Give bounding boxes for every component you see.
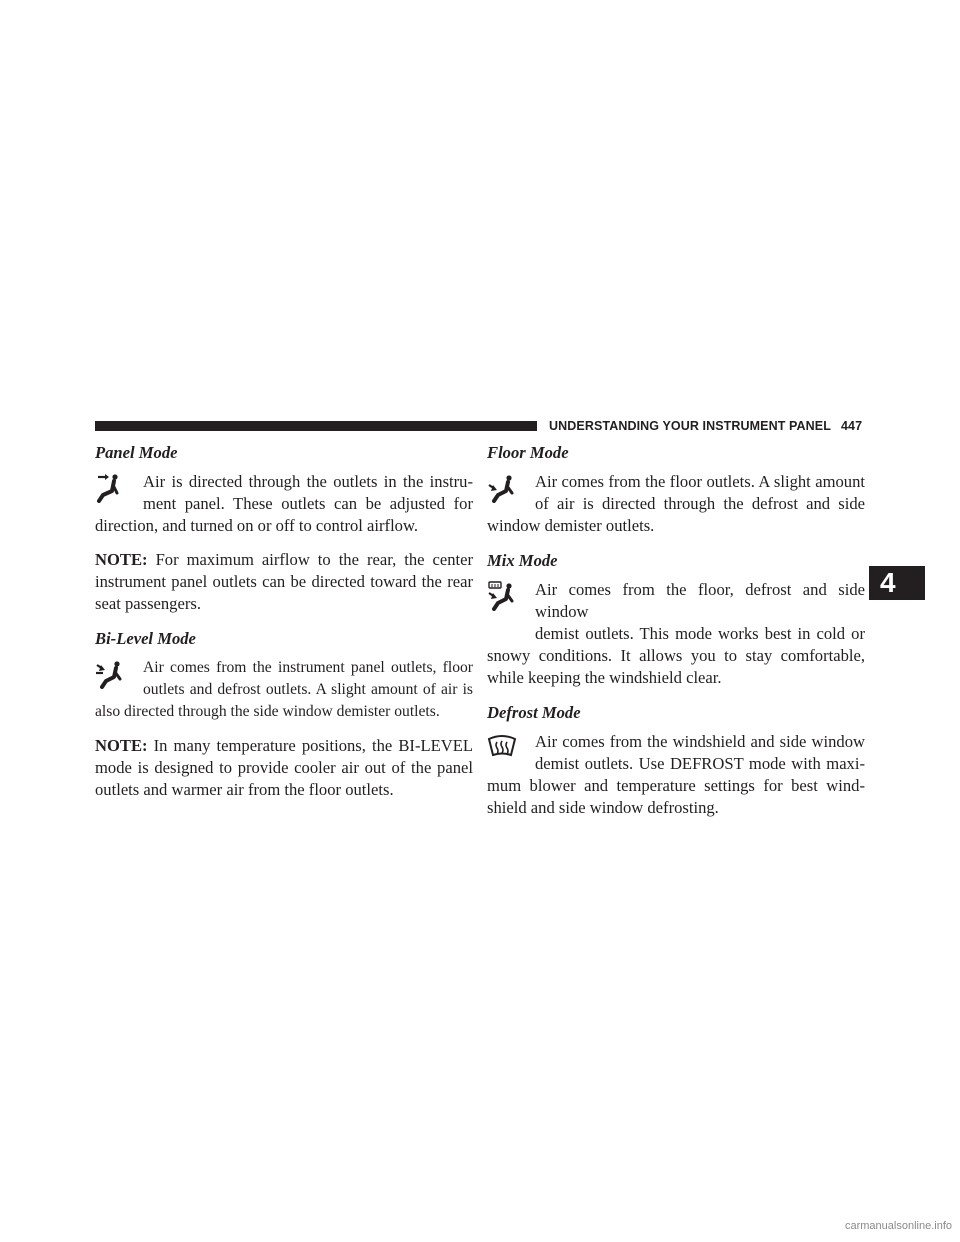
mix-mode-heading: Mix Mode xyxy=(487,551,558,570)
floor-mode-line-2: of air is directed through the defrost and side xyxy=(535,494,865,513)
panel-mode-line-3: direction, and turned on or off to control airflow. xyxy=(95,516,419,535)
mix-mode-icon xyxy=(487,581,517,611)
panel-mode-heading: Panel Mode xyxy=(95,443,178,462)
defrost-mode-section xyxy=(487,701,865,819)
note-1-text: For maximum airflow to the rear, the center instrument panel outlets can be directed toward the rear seat passengers. xyxy=(95,550,473,613)
mix-mode-line-2: demist outlets. This mode works best in cold or xyxy=(535,624,865,643)
note-2-text: In many temperature positions, the BI-LEVEL mode is designed to provide cooler air out of the panel outlets and warmer air from the floor outlets. xyxy=(95,736,473,799)
watermark: carmanualsonline.info xyxy=(844,1220,952,1232)
floor-mode-line-3: window demister outlets. xyxy=(487,516,655,535)
panel-mode-section xyxy=(95,441,473,537)
mix-mode-line-4: while keeping the windshield clear. xyxy=(487,668,722,687)
mix-mode-line-1: Air comes from the floor, defrost and side window xyxy=(535,580,865,621)
defrost-mode-line-2: demist outlets. Use DEFROST mode with maxi- xyxy=(535,754,865,773)
running-header xyxy=(549,419,865,433)
note-2-label: NOTE: xyxy=(95,736,148,755)
bi-level-mode-icon xyxy=(95,659,125,689)
panel-mode-line-1: Air is directed through the outlets in the instru- xyxy=(143,472,473,491)
chapter-number: 4 xyxy=(880,567,896,598)
panel-mode-line-2: ment panel. These outlets can be adjusted for xyxy=(143,494,473,513)
mix-mode-section xyxy=(487,549,865,689)
defrost-mode-heading: Defrost Mode xyxy=(487,703,581,722)
section-title: UNDERSTANDING YOUR INSTRUMENT PANEL xyxy=(549,419,831,433)
left-column xyxy=(95,441,473,813)
panel-mode-icon xyxy=(95,473,125,503)
right-column xyxy=(487,441,865,831)
bi-level-mode-heading: Bi-Level Mode xyxy=(95,629,196,648)
page-number: 447 xyxy=(840,419,863,433)
bi-level-mode-section xyxy=(95,627,473,723)
floor-mode-line-1: Air comes from the floor outlets. A slight amount xyxy=(535,472,865,491)
defrost-mode-line-4: shield and side window defrosting. xyxy=(487,798,719,817)
defrost-mode-icon xyxy=(487,733,517,763)
header-rule xyxy=(95,421,537,431)
bi-level-mode-line-2: outlets and defrost outlets. A slight amount of air is xyxy=(143,681,473,698)
bi-level-mode-line-3: also directed through the side window demister outlets. xyxy=(95,703,440,720)
defrost-mode-line-3: mum blower and temperature settings for best wind- xyxy=(487,776,865,795)
floor-mode-icon xyxy=(487,473,517,503)
note-2 xyxy=(95,735,473,801)
mix-mode-line-3: snowy conditions. It allows you to stay comfortable, xyxy=(487,646,865,665)
note-1-label: NOTE: xyxy=(95,550,148,569)
floor-mode-heading: Floor Mode xyxy=(487,443,569,462)
bi-level-mode-line-1: Air comes from the instrument panel outlets, floor xyxy=(143,659,473,676)
floor-mode-section xyxy=(487,441,865,537)
chapter-tab xyxy=(869,566,925,600)
defrost-mode-line-1: Air comes from the windshield and side window xyxy=(535,732,865,751)
note-1 xyxy=(95,549,473,615)
